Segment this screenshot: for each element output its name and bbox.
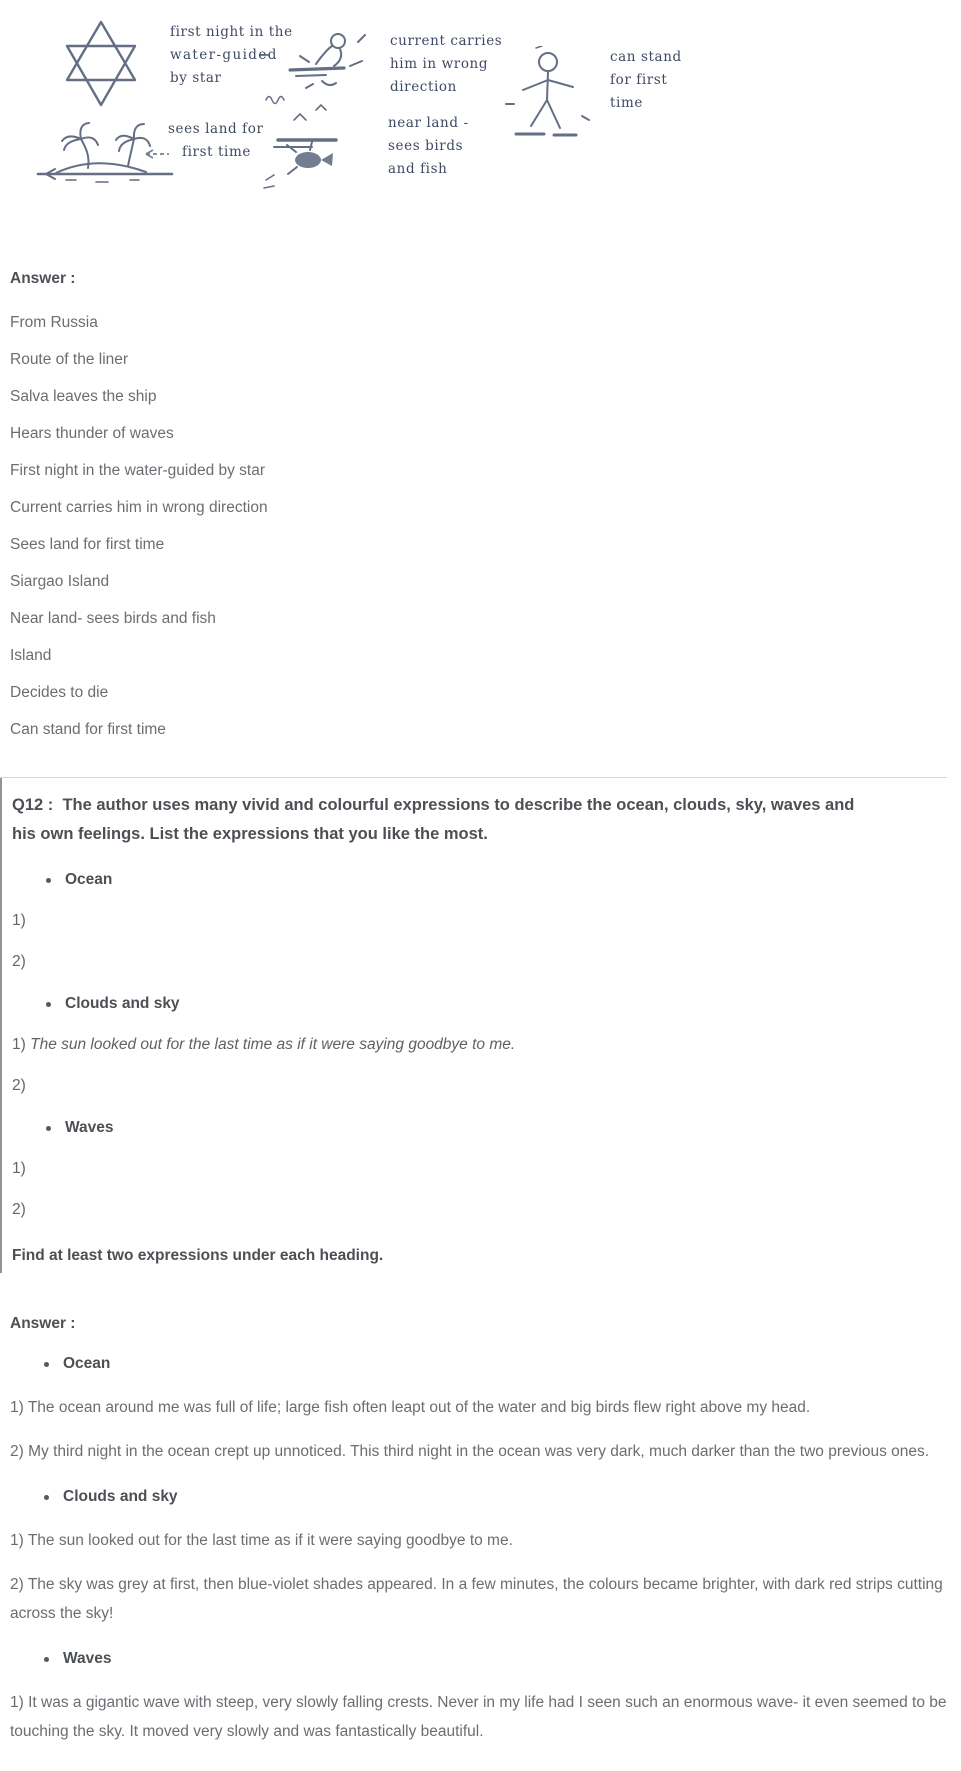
bullet-icon (46, 1002, 51, 1007)
dash-mark-icon (258, 52, 272, 58)
sketch-label-can-stand: can stand for first time (610, 49, 682, 111)
list-item: Current carries him in wrong direction (10, 499, 268, 516)
bullet-icon (46, 1126, 51, 1131)
blank-line-2: 2) (12, 1077, 26, 1094)
question-instruction: Find at least two expressions under each heading. (12, 1247, 384, 1264)
content-area (0, 270, 961, 1746)
swimmer-sketch-icon (282, 26, 382, 98)
standing-figure-sketch-icon (498, 46, 594, 142)
dashed-arrow-icon (142, 148, 172, 160)
list-item: Route of the liner (10, 351, 129, 368)
sketch-label-current: current carries him in wrong direction (390, 33, 503, 95)
bullet-item-waves: Waves (10, 1648, 949, 1670)
notebook-sketch-figure (0, 8, 961, 204)
bullet-icon (46, 878, 51, 883)
bullet-item-clouds: Clouds and sky (12, 993, 949, 1015)
answer-paragraph: 1) It was a gigantic wave with steep, very slowly falling crests. Never in my life had I seen such an enormous wave- it even seemed to be touching the sky. It moved very slowly and was fantastically beautiful. (10, 1694, 947, 1740)
question-number: Q12 : (12, 796, 54, 814)
bullet-icon (44, 1362, 49, 1367)
blank-line-2: 2) (12, 953, 26, 970)
sketch-label-near-land: near land - sees birds and fish (388, 115, 469, 177)
answer-paragraph: 1) The ocean around me was full of life; large fish often leapt out of the water and big birds flew right above my head. (10, 1399, 811, 1416)
answer-heading: Answer : (10, 1315, 76, 1332)
answer-paragraph: 2) My third night in the ocean crept up unnoticed. This third night in the ocean was very dark, much darker than the two previous ones. (10, 1443, 930, 1460)
answer-paragraph: 2) The sky was grey at first, then blue-violet shades appeared. In a few minutes, the colours became brighter, with dark red strips cutting across the sky! (10, 1576, 943, 1622)
bullet-icon (44, 1657, 49, 1662)
answer-paragraph: 1) The sun looked out for the last time as if it were saying goodbye to me. (10, 1532, 513, 1549)
list-item: Near land- sees birds and fish (10, 610, 216, 627)
list-item: Hears thunder of waves (10, 425, 174, 442)
list-item: Decides to die (10, 684, 109, 701)
list-item: Can stand for first time (10, 721, 166, 738)
list-item: From Russia (10, 314, 98, 331)
list-item: Siargao Island (10, 573, 110, 590)
bullet-item-clouds: Clouds and sky (10, 1486, 949, 1508)
bullet-item-waves: Waves (12, 1117, 949, 1139)
question-block (0, 778, 949, 1273)
answer-heading: Answer : (10, 270, 76, 287)
sketch-label-sees-land: sees land for first time (168, 121, 264, 160)
bullet-item-ocean: Ocean (12, 869, 949, 891)
star-of-david-sketch-icon (62, 19, 140, 107)
list-item: First night in the water-guided by star (10, 462, 266, 479)
question-text: Q12 : The author uses many vivid and colourful expressions to describe the ocean, clouds, sky, waves and his own feelings. List the expressions that you like the most. (12, 796, 855, 843)
blank-line-1: 1) (12, 912, 26, 929)
list-item: Island (10, 647, 52, 664)
list-item: Salva leaves the ship (10, 388, 157, 405)
sketch-label-first-night: first night in the water-guided by star (170, 24, 293, 86)
bullet-icon (44, 1495, 49, 1500)
blank-line-2: 2) (12, 1201, 26, 1218)
list-item: Sees land for first time (10, 536, 165, 553)
birds-and-fish-sketch-icon (260, 92, 368, 192)
island-palm-trees-sketch-icon (34, 104, 176, 186)
bullet-item-ocean: Ocean (10, 1353, 949, 1375)
example-line-italic: 1) The sun looked out for the last time as if it were saying goodbye to me. (12, 1036, 516, 1053)
answer-flowchart-list (10, 312, 949, 741)
blank-line-1: 1) (12, 1160, 26, 1177)
